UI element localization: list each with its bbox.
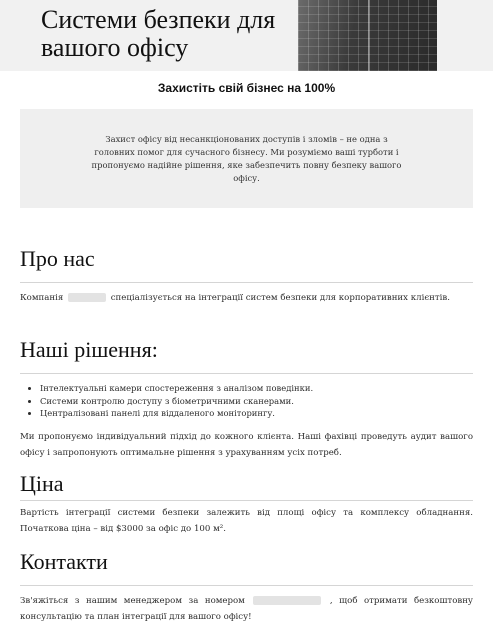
- solutions-list: [20, 382, 493, 420]
- hero-banner: [0, 0, 493, 71]
- list-item: • Системи контролю доступу з біометричними сканерами.: [40, 395, 493, 408]
- redacted-phone-number: [253, 596, 321, 605]
- contacts-heading: Контакти: [20, 549, 108, 574]
- contacts-text-start: Зв'яжіться з нашим менеджером за номером: [20, 596, 245, 606]
- solutions-heading: Наші рішення:: [20, 337, 158, 362]
- price-heading: Ціна: [20, 471, 64, 496]
- contacts-text-end: , щоб отримати безкоштовну консультацію та план інтеграції для вашого офісу!: [20, 596, 473, 622]
- contacts-divider: [20, 585, 473, 586]
- tagline: Захистіть свій бізнес на 100%: [157, 81, 336, 95]
- redacted-company-name: [68, 293, 106, 302]
- price-divider: [20, 500, 473, 501]
- about-text-end: спеціалізується на інтеграції систем безпеки для корпоративних клієнтів.: [110, 293, 450, 303]
- building-edge: [368, 0, 370, 71]
- list-item: • Інтелектуальні камери спостереження з аналізом поведінки.: [40, 382, 493, 395]
- solutions-divider: [20, 373, 473, 374]
- price-text: Вартість інтеграції системи безпеки залежить від площі офісу та комплексу обладнання. Початкова ціна – від $3000 за офіс до 100 м².: [20, 508, 473, 534]
- intro-box: [20, 109, 473, 208]
- about-text: [20, 291, 473, 307]
- about-text-start: Компанія: [20, 293, 64, 303]
- about-heading: Про нас: [20, 246, 95, 271]
- about-divider: [20, 282, 473, 283]
- solutions-text: Ми пропонуємо індивідуальний підхід до кожного клієнта. Наші фахівці проведуть аудит вашого офісу і запропонують оптимальне рішення з урахуванням усіх потреб.: [20, 432, 473, 458]
- contacts-text: [20, 594, 473, 625]
- intro-text: Захист офісу від несанкціонованих доступів і зломів – не одна з головних помог для сучасного бізнесу. Ми розуміємо ваші турботи і пропонуємо надійне рішення, яке забезпечить повну безпеку вашого офісу.: [91, 133, 402, 183]
- building-image: [298, 0, 437, 71]
- page-title: Системи безпеки для вашого офісу: [41, 5, 276, 62]
- list-item: • Централізовані панелі для віддаленого моніторингу.: [40, 407, 493, 420]
